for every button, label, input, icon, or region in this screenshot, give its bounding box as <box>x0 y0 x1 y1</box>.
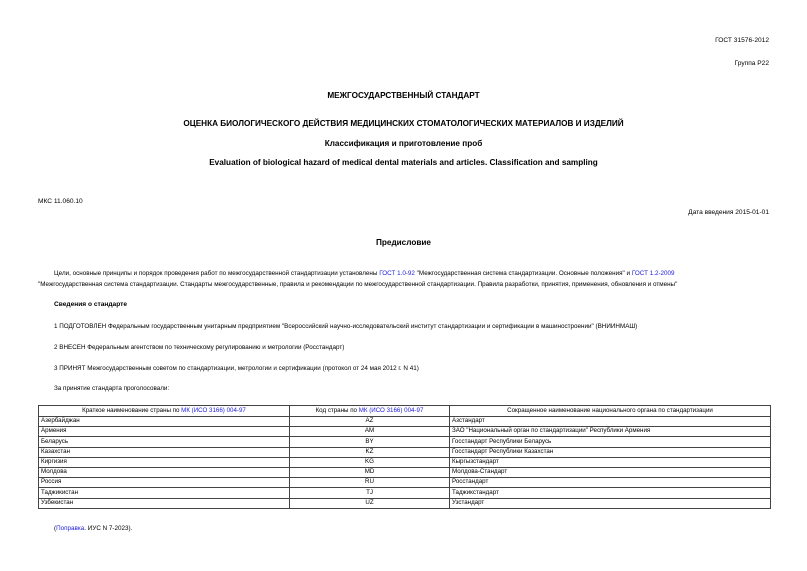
table-row <box>39 498 771 508</box>
group-code: Группа Р22 <box>734 60 769 67</box>
country-cell: Узбекистан <box>39 498 290 508</box>
standard-info-heading: Сведения о стандарте <box>54 301 128 308</box>
code-cell: KZ <box>290 447 450 457</box>
country-cell: Молдова <box>39 467 290 477</box>
table-row <box>39 417 771 427</box>
mks-code: МКС 11.060.10 <box>38 198 83 205</box>
gost-1-2-link[interactable]: ГОСТ 1.2-2009 <box>631 270 675 277</box>
foreword-text: "Межгосударственная система стандартизации. Основные положения" и <box>414 270 632 277</box>
table-row <box>39 478 771 488</box>
table-row <box>39 447 771 457</box>
gost-1-0-link[interactable]: ГОСТ 1.0-92 <box>379 270 415 277</box>
code-cell: BY <box>290 437 450 447</box>
amendment-link[interactable]: Поправка <box>56 525 85 532</box>
country-cell: Беларусь <box>39 437 290 447</box>
table-row <box>39 457 771 467</box>
column-header-body: Сокращенное наименование национального органа по стандартизации <box>450 406 771 417</box>
item-adopted: 3 ПРИНЯТ Межгосударственным советом по стандартизации, метрологии и сертификации (протокол от 24 мая 2012 г. N 41) <box>54 365 419 372</box>
body-cell: Госстандарт Республики Казахстан <box>450 447 771 457</box>
body-cell: Таджикстандарт <box>450 488 771 498</box>
countries-table <box>38 405 771 509</box>
code-cell: TJ <box>290 488 450 498</box>
item-prepared: 1 ПОДГОТОВЛЕН Федеральным государственным унитарным предприятием "Всероссийский научно-исследовательский институт стандартизации и сертификации в машиностроении" (ВНИИНМАШ) <box>54 323 638 330</box>
code-cell: RU <box>290 478 450 488</box>
document-number: ГОСТ 31576-2012 <box>715 37 769 44</box>
subtitle: Классификация и приготовление проб <box>324 139 483 148</box>
country-cell: Россия <box>39 478 290 488</box>
table-row <box>39 488 771 498</box>
column-header-code <box>290 406 450 417</box>
mk-iso-link[interactable]: МК (ИСО 3166) 004-97 <box>181 406 246 414</box>
column-header-text: Код страны по <box>315 406 359 414</box>
country-cell: Киргизия <box>39 457 290 467</box>
column-header-country <box>39 406 290 417</box>
intro-date: Дата введения 2015-01-01 <box>688 209 769 216</box>
body-cell: Азстандарт <box>450 417 771 427</box>
table-row <box>39 467 771 477</box>
country-cell: Казахстан <box>39 447 290 457</box>
voted-label: За принятие стандарта проголосовали: <box>54 385 170 392</box>
code-cell: AM <box>290 427 450 437</box>
table-row <box>39 437 771 447</box>
column-header-text: Краткое наименование страны по <box>82 406 182 414</box>
code-cell: AZ <box>290 417 450 427</box>
foreword-heading: Предисловие <box>376 238 431 247</box>
amendment-note <box>54 525 132 532</box>
english-title: Evaluation of biological hazard of medical dental materials and articles. Classification and sampling <box>209 158 598 167</box>
main-title: ОЦЕНКА БИОЛОГИЧЕСКОГО ДЕЙСТВИЯ МЕДИЦИНСКИХ СТОМАТОЛОГИЧЕСКИХ МАТЕРИАЛОВ И ИЗДЕЛИЙ <box>183 119 624 128</box>
body-cell: Кыргызстандарт <box>450 457 771 467</box>
item-submitted: 2 ВНЕСЕН Федеральным агентством по техническому регулированию и метрологии (Росстандарт) <box>54 344 345 351</box>
body-cell: Молдова-Стандарт <box>450 467 771 477</box>
code-cell: KG <box>290 457 450 467</box>
body-cell: Росстандарт <box>450 478 771 488</box>
body-cell: ЗАО "Национальный орган по стандартизации" Республики Армения <box>450 427 771 437</box>
country-cell: Армения <box>39 427 290 437</box>
amendment-text: . ИУС N 7-2023). <box>84 525 133 532</box>
body-cell: Узстандарт <box>450 498 771 508</box>
table-row <box>39 427 771 437</box>
foreword-paragraph-line2: "Межгосударственная система стандартизации. Стандарты межгосударственные, правила и рекомендации по межгосударственной стандартизации. Правила разработки, принятия, применения, обновления и отмены" <box>38 281 678 288</box>
standard-type: МЕЖГОСУДАРСТВЕННЫЙ СТАНДАРТ <box>327 91 480 100</box>
country-cell: Таджикистан <box>39 488 290 498</box>
table-header-row <box>39 406 771 417</box>
country-cell: Азербайджан <box>39 417 290 427</box>
amendment-paren: ( <box>54 525 57 532</box>
foreword-text: Цели, основные принципы и порядок проведения работ по межгосударственной стандартизации установлены <box>54 270 380 277</box>
code-cell: MD <box>290 467 450 477</box>
foreword-paragraph-line1 <box>54 270 675 277</box>
code-cell: UZ <box>290 498 450 508</box>
body-cell: Госстандарт Республики Беларусь <box>450 437 771 447</box>
mk-iso-link[interactable]: МК (ИСО 3166) 004-97 <box>358 406 424 414</box>
